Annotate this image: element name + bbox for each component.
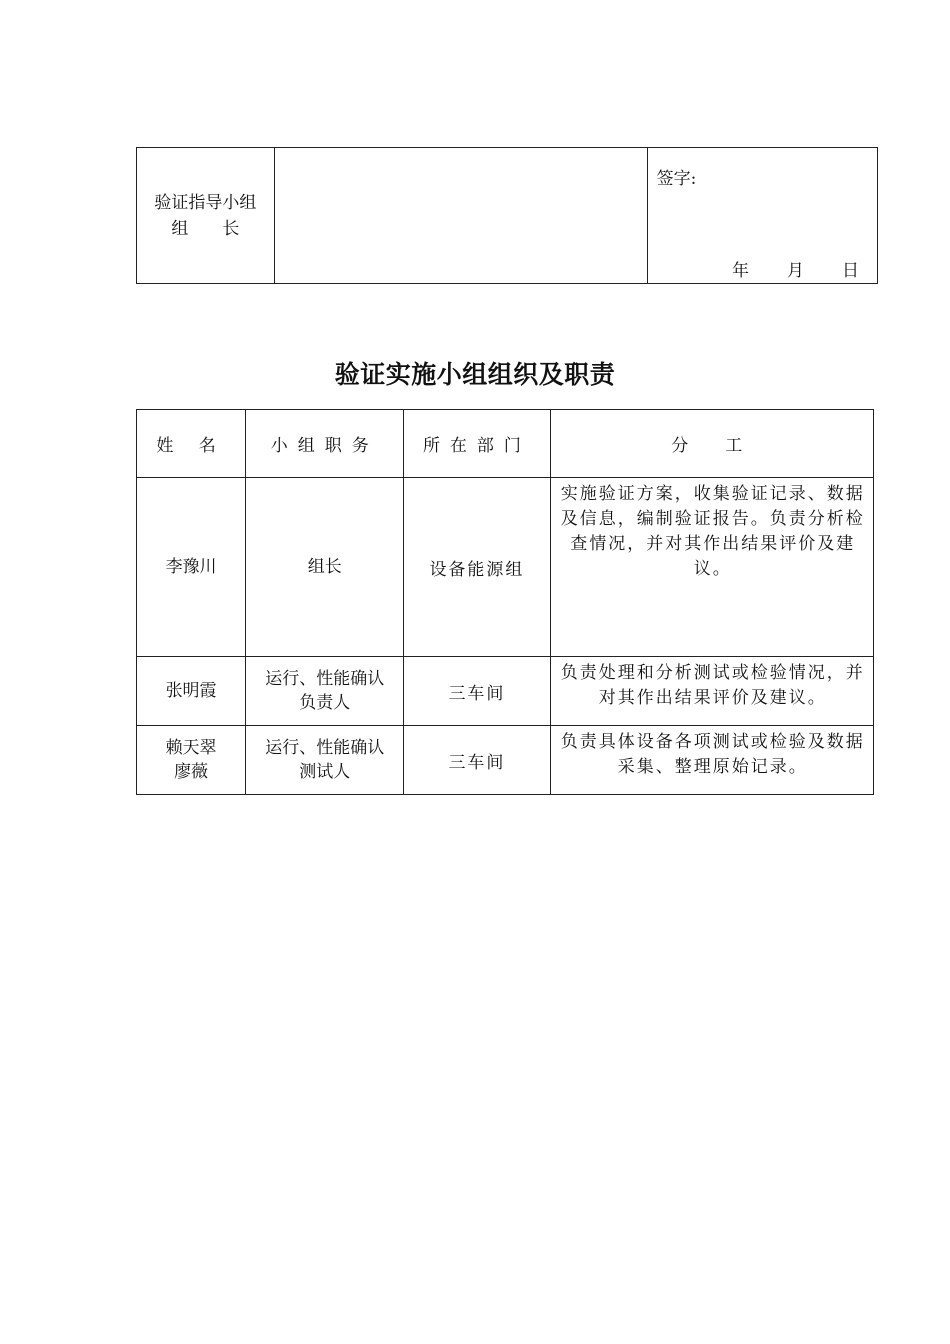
member-role-line2: 负责人 [299,693,351,713]
member-dept: 三车间 [404,726,550,795]
section-title: 验证实施小组组织及职责 [334,360,616,389]
member-name [137,657,246,726]
table-row [137,657,874,726]
table-row [137,726,874,795]
member-name-line1: 赖天翠 [165,738,217,758]
date-month: 月 [787,261,804,281]
guidance-content-cell [274,148,647,284]
header-duty: 分 工 [550,410,873,478]
member-role-line2: 测试人 [299,762,351,782]
member-role [246,478,404,657]
member-role-line1: 运行、性能确认 [265,738,385,758]
date-year: 年 [732,261,749,281]
guidance-row [137,148,878,284]
member-name [137,726,246,795]
member-name-line2: 廖薇 [174,762,209,782]
header-dept: 所在部门 [404,410,550,478]
team-table-header [137,410,874,478]
date-day: 日 [842,261,859,281]
signature-date [732,256,859,281]
member-name-line1: 张明霞 [165,681,217,701]
guidance-label-cell [137,148,275,284]
member-dept: 三车间 [404,657,550,726]
signature-cell [647,148,877,284]
signature-label: 签字: [656,169,697,189]
guidance-table [136,147,878,284]
member-role [246,726,404,795]
member-duty: 负责处理和分析测试或检验情况，并对其作出结果评价及建议。 [550,657,873,726]
member-role-line1: 运行、性能确认 [265,669,385,689]
guidance-label-line2: 组 长 [171,218,240,239]
member-role-line1: 组长 [307,557,342,577]
member-duty: 实施验证方案，收集验证记录、数据及信息，编制验证报告。负责分析检查情况，并对其作出结果评价及建议。 [550,478,873,657]
table-row [137,478,874,657]
header-role: 小组职务 [246,410,404,478]
member-role [246,657,404,726]
member-duty: 负责具体设备各项测试或检验及数据采集、整理原始记录。 [550,726,873,795]
header-name: 姓 名 [137,410,246,478]
member-dept: 设备能源组 [404,478,550,657]
member-name-line1: 李豫川 [165,557,217,577]
guidance-label-line1: 验证指导小组 [154,192,257,213]
team-table [136,409,874,795]
member-name [137,478,246,657]
